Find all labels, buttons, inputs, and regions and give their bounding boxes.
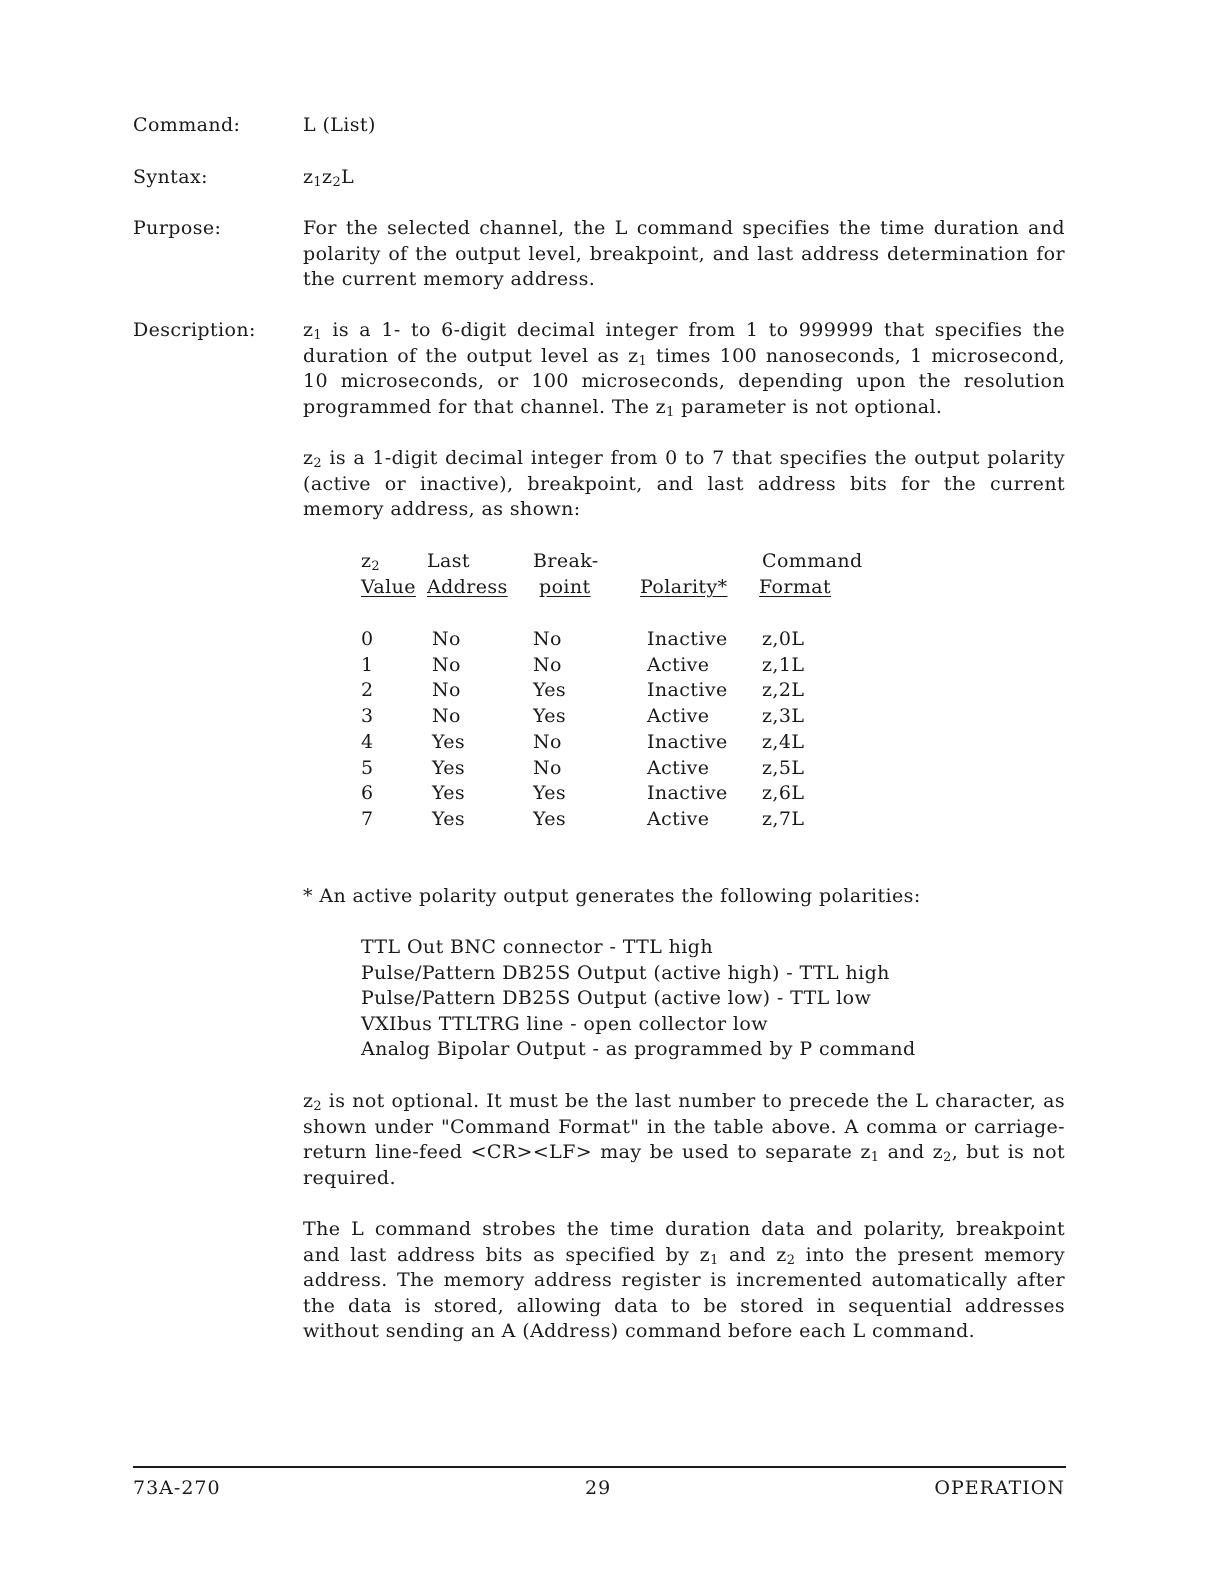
table-cell-break: Yes xyxy=(533,679,567,702)
table-cell-last: Yes xyxy=(432,807,466,830)
table-cell-value: 6 xyxy=(361,782,374,805)
footer-section: OPERATION xyxy=(934,1477,1065,1499)
table-cell-last: No xyxy=(432,679,461,702)
description-label: Description: xyxy=(133,319,256,341)
table-cell-last: No xyxy=(432,628,461,650)
footer-document-number: 73A-270 xyxy=(133,1477,221,1499)
purpose-label: Purpose: xyxy=(133,217,222,239)
table-cell-value: 7 xyxy=(361,807,374,830)
table-cell-break: No xyxy=(533,628,562,650)
polarity-item: TTL Out BNC connector - TTL high xyxy=(361,936,713,958)
table-header-value: Value xyxy=(361,576,416,598)
table-cell-break: No xyxy=(533,653,562,676)
table-cell-last: No xyxy=(432,705,461,728)
table-header-point: point xyxy=(539,576,591,598)
table-cell-polarity: Inactive xyxy=(647,679,728,702)
table-cell-break: No xyxy=(533,756,562,779)
table-cell-polarity: Active xyxy=(647,705,710,728)
table-cell-format: z,7L xyxy=(762,807,805,830)
table-cell-last: Yes xyxy=(432,782,466,805)
table-cell-format: z,1L xyxy=(762,653,805,676)
table-cell-polarity: Inactive xyxy=(647,782,728,805)
table-cell-polarity: Active xyxy=(647,807,710,830)
table-cell-polarity: Active xyxy=(647,653,710,676)
table-cell-format: z,0L xyxy=(762,628,805,650)
table-cell-break: No xyxy=(533,730,562,753)
table-cell-polarity: Inactive xyxy=(647,628,728,650)
strobe-paragraph: The L command strobes the time duration data and polarity, breakpoint and last address bits as specified by $z_1$ and $z_2$ into the present memory address. The memory address register is incremented automatically after the data is stored, allowing data to be stored in sequential addresses without sending an A (Address) command before each L command. xyxy=(303,1218,1066,1342)
table-cell-format: z,3L xyxy=(762,705,805,728)
polarity-item: Analog Bipolar Output - as programmed by P command xyxy=(361,1038,916,1060)
footnote: * An active polarity output generates the following polarities: xyxy=(303,885,921,907)
table-cell-value: 3 xyxy=(361,705,374,728)
description-paragraph-1: $z_1$ is a 1- to 6-digit decimal integer from 1 to 999999 that specifies the duration of the output level as $z_1$ times 100 nanoseconds, 1 microsecond, 10 microseconds, or 100 microseconds, depending upon the resolution programmed for that channel. The $z_1$ parameter is not optional. xyxy=(303,319,1065,420)
table-header-polarity: Polarity* xyxy=(640,576,728,598)
table-cell-polarity: Active xyxy=(647,756,710,779)
table-cell-polarity: Inactive xyxy=(647,730,728,753)
table-cell-break: Yes xyxy=(533,782,567,805)
table-cell-last: Yes xyxy=(432,730,466,753)
table-cell-value: 4 xyxy=(361,730,374,753)
description-paragraph-2: $z_2$ is a 1-digit decimal integer from 0 to 7 that specifies the output polarity (active or inactive), breakpoint, and last address bits for the current memory address, as shown: xyxy=(303,447,1065,520)
table-cell-format: z,6L xyxy=(762,782,805,805)
purpose-text: For the selected channel, the L command specifies the time duration and polarity of the output level, breakpoint, and last address determination for the current memory address. xyxy=(303,217,1065,290)
footer-rule xyxy=(133,1466,1066,1468)
table-header-break: Break- xyxy=(533,550,599,572)
table-cell-last: No xyxy=(432,653,461,676)
command-value: L (List) xyxy=(303,114,376,136)
polarity-item: Pulse/Pattern DB25S Output (active high) - TTL high xyxy=(361,961,890,984)
table-header-command: Command xyxy=(762,550,863,572)
table-header-last: Last xyxy=(427,550,470,572)
table-cell-break: Yes xyxy=(533,705,567,728)
table-header-format: Format xyxy=(759,576,832,598)
table-cell-value: 5 xyxy=(361,756,374,779)
polarity-item: Pulse/Pattern DB25S Output (active low) - TTL low xyxy=(361,987,872,1009)
table-cell-format: z,4L xyxy=(762,730,805,753)
table-cell-last: Yes xyxy=(432,756,466,779)
polarity-item: VXIbus TTLTRG line - open collector low xyxy=(361,1012,768,1035)
table-cell-value: 1 xyxy=(361,653,374,676)
footer-page-number: 29 xyxy=(585,1477,612,1499)
table-cell-value: 0 xyxy=(361,628,374,650)
syntax-value: $z_1z_2L$ xyxy=(303,166,355,191)
command-label: Command: xyxy=(133,114,241,136)
syntax-label: Syntax: xyxy=(133,166,208,188)
polarity-list xyxy=(361,935,916,1063)
table-cell-break: Yes xyxy=(533,807,567,830)
table-cell-format: z,5L xyxy=(762,756,805,779)
table-cell-value: 2 xyxy=(361,679,374,702)
z2-not-optional-paragraph: $z_2$ is not optional. It must be the last number to precede the L character, as shown under "Command Format" in the table above. A comma or carriage-return line-feed <CR><LF> may be used to separate $z_1$ and $z_2$, but is not required. xyxy=(303,1090,1065,1189)
table-header-address: Address xyxy=(427,576,508,598)
table-cell-format: z,2L xyxy=(762,679,805,702)
table-header-z2: $z_2$ xyxy=(361,550,381,575)
